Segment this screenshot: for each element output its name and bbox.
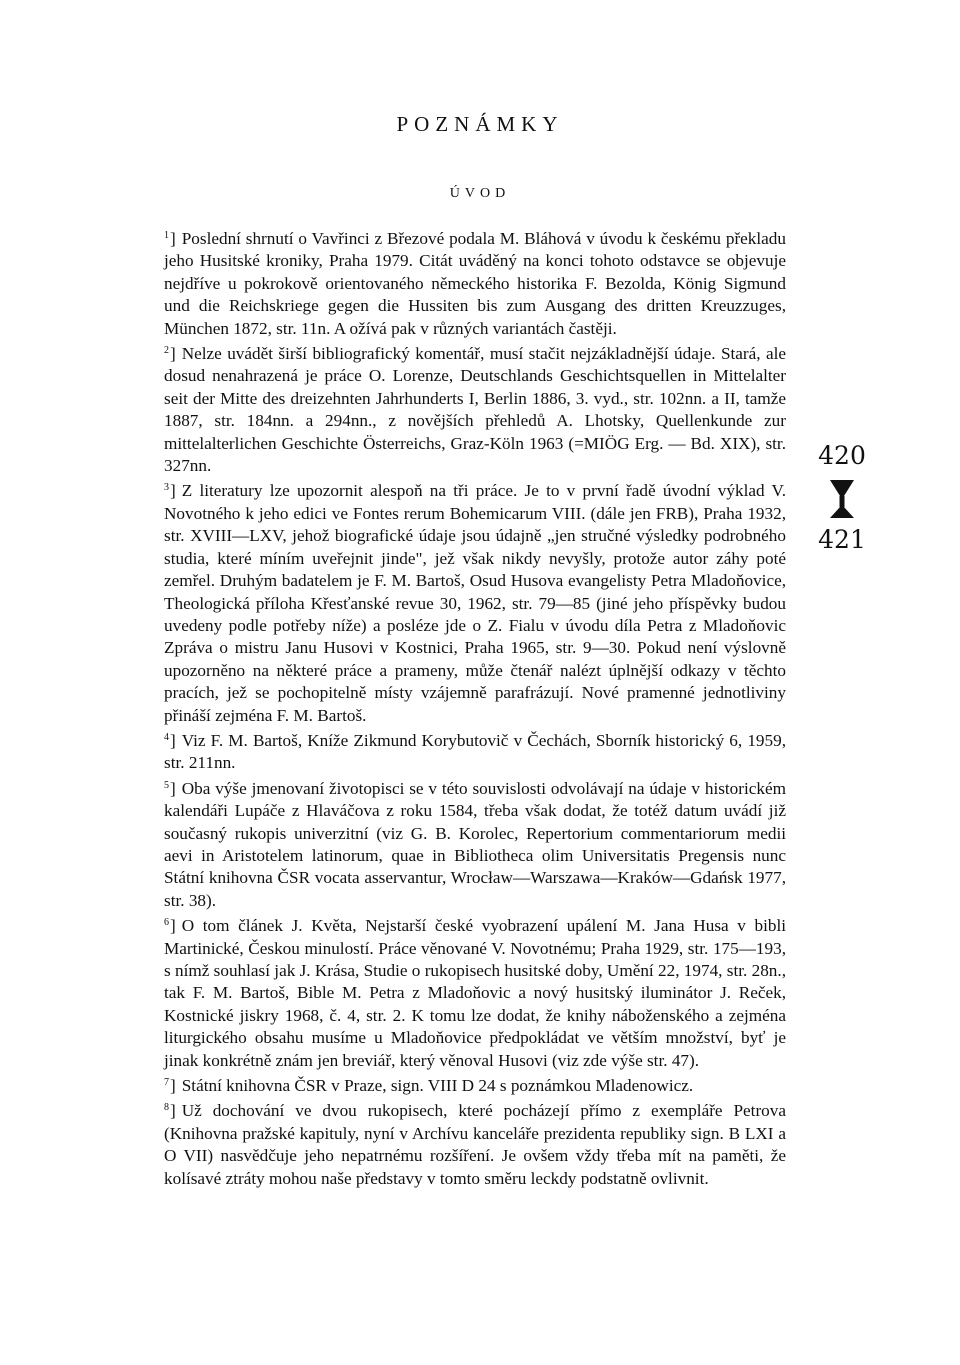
note-text: O tom článek J. Květa, Nejstarší české vyobrazení upálení M. Jana Husa v bibli Martinické, Českou minulostí. Práce věnované V. Novotnému; Praha 1929, str. 175—193, s nímž souhlasí jak J. Krása, Studie o rukopisech husitské doby, Umění 22, 1974, str. 28n., tak F. M. Bartoš, Bible M. Petra z Mladoňovic a nový husitský iluminátor J. Reček, Kostnické jiskry 1968, č. 4, str. 2. K tomu lze dodat, že knihy náboženského a zejména liturgického obsahu musíme u Mladoňovice předpokládat ve větším množství, byť je jinak konkrétně znám jen breviář, který věnoval Husovi (viz zde výše str. 47). [164, 916, 786, 1070]
notes-list [164, 225, 786, 1190]
note-4 [164, 727, 786, 775]
note-number: 7 [164, 1077, 169, 1089]
note-text: Viz F. M. Bartoš, Kníže Zikmund Korybutovič v Čechách, Sborník historický 6, 1959, str. 211nn. [164, 730, 786, 773]
note-bracket: ] [170, 481, 176, 501]
chalice-icon [828, 478, 856, 520]
note-text: Státní knihovna ČSR v Praze, sign. VIII D 24 s poznámkou Mladenowicz. [181, 1076, 694, 1096]
note-bracket: ] [170, 1101, 176, 1121]
note-3 [164, 477, 786, 726]
note-bracket: ] [170, 778, 176, 798]
margin-page-reference [814, 442, 870, 554]
note-text: Oba výše jmenovaní životopisci se v této souvislosti odvolávají na údaje v historickém kalendáři Lupáče z Hlaváčova z roku 1584, třeba však dodat, že totéž datum uvádí již současný rukopis univerzitní (viz G. B. Korolec, Repertorium commentariorum medii aevi in Aristotelem latinorum, quae in Bibliotheca olim Universitatis Pregensis nunc Státní knihovna ČSR vocata asservantur, Wrocław—Warszawa—Kraków—Gdańsk 1977, str. 38). [164, 778, 786, 910]
note-1 [164, 225, 786, 340]
note-6 [164, 912, 786, 1072]
note-number: 5 [164, 779, 169, 791]
note-2 [164, 340, 786, 477]
note-text: Už dochování ve dvou rukopisech, které pocházejí přímo z exempláře Petrova (Knihovna pražské kapituly, nyní v Archívu kanceláře prezidenta republiky sign. B LXI a O VII) nasvědčuje jeho nepatrnému rozšíření. Je ovšem vždy třeba mít na paměti, že kolísavé ztráty mohou naše představy v tomto směru leckdy podstatně ovlivnit. [164, 1101, 786, 1188]
note-bracket: ] [170, 1076, 176, 1096]
note-5 [164, 775, 786, 912]
note-bracket: ] [170, 730, 176, 750]
page-number-to: 421 [818, 525, 866, 554]
section-heading: ÚVOD [449, 186, 511, 201]
page-title: POZNÁMKY [396, 112, 564, 136]
note-number: 8 [164, 1102, 169, 1114]
note-text: Poslední shrnutí o Vavřinci z Březové podala M. Bláhová v úvodu k českému překladu jeho Husitské kroniky, Praha 1979. Citát uváděný na konci tohoto odstavce se objevuje nejdříve u pokrokově orientovaného německého historika F. Bezolda, König Sigmund und die Reichskriege gegen die Hussiten bis zum Ausgang des dritten Kreuzzuges, München 1872, str. 11n. A ožívá pak v různých variantách častěji. [164, 229, 786, 338]
note-text: Nelze uvádět širší bibliografický komentář, musí stačit nejzákladnější údaje. Stará, ale dosud nenahrazená je práce O. Lorenze, Deutschlands Geschichtsquellen in Mittelalter seit der Mitte des dreizehnten Jahrhunderts I, Berlin 1886, 3. vyd., str. 102nn. a II, tamže 1887, str. 184nn. a 294nn., z novějších přehledů A. Lhotsky, Quellenkunde zur mittelalterlichen Geschichte Österreichs, Graz-Köln 1963 (=MIÖG Erg. — Bd. XIX), str. 327nn. [164, 344, 786, 476]
note-number: 2 [164, 345, 169, 357]
note-bracket: ] [170, 229, 176, 248]
note-number: 6 [164, 917, 169, 929]
note-number: 3 [164, 482, 169, 494]
note-8 [164, 1097, 786, 1190]
note-text: Z literatury lze upozornit alespoň na tři práce. Je to v první řadě úvodní výklad V. Novotného k jeho edici ve Fontes rerum Bohemicarum VIII. (dále jen FRB), Praha 1932, str. XVIII—LXV, jehož biografické údaje jsou údajně „jen stručné výsledky podrobného studia, které míním uveřejnit jinde", jež však nikdy nevyšly, protože autor záhy poté zemřel. Druhým badatelem je F. M. Bartoš, Osud Husova evangelisty Petra Mladoňovice, Theologická příloha Křesťanské revue 30, 1962, str. 79—85 (jiné jeho příspěvky budou uvedeny podle potřeby níže) a posléze jde o Z. Fialu v úvodu díla Petra z Mladoňovic Zpráva o mistru Janu Husovi v Kostnici, Praha 1965, str. 9—30. Pokud není výslovně upozorněno na některé práce a prameny, může čtenář nalézt úplnější odkazy v těchto pracích, jež se pochopitelně místy vzájemně parafrázují. Nové pramenné jednotliviny přináší zejména F. M. Bartoš. [164, 481, 786, 725]
note-7 [164, 1072, 786, 1097]
note-bracket: ] [170, 916, 176, 936]
page-number-from: 420 [818, 441, 866, 470]
note-number: 4 [164, 731, 169, 743]
note-number: 1 [164, 230, 169, 241]
note-bracket: ] [170, 344, 176, 364]
